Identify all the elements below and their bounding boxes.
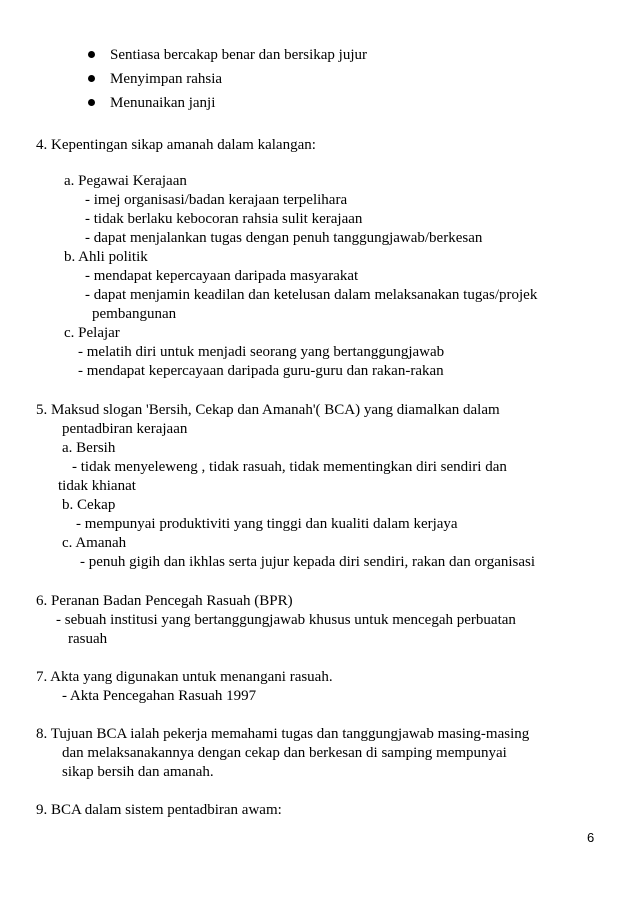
section-7-title: 7. Akta yang digunakan untuk menangani rasuah. — [36, 669, 333, 685]
list-item: - Akta Pencegahan Rasuah 1997 — [62, 688, 257, 704]
list-item: - mendapat kepercayaan daripada masyarakat — [85, 268, 359, 284]
section-6-title: 6. Peranan Badan Pencegah Rasuah (BPR) — [36, 593, 293, 609]
section-5-title-cont: pentadbiran kerajaan — [62, 421, 188, 437]
section-5-a-title: a. Bersih — [62, 440, 116, 456]
list-item: - imej organisasi/badan kerajaan terpelihara — [85, 192, 348, 208]
list-item: - dapat menjamin keadilan dan ketelusan dalam melaksanakan tugas/projek — [85, 287, 538, 303]
section-5-title: 5. Maksud slogan 'Bersih, Cekap dan Amanah'( BCA) yang diamalkan dalam — [36, 402, 500, 418]
page-number: 6 — [587, 830, 595, 845]
bullet-dot-icon — [88, 99, 95, 106]
bullet-dot-icon — [88, 75, 95, 82]
bullet-item: Menyimpan rahsia — [110, 71, 223, 87]
list-item: - penuh gigih dan ikhlas serta jujur kepada diri sendiri, rakan dan organisasi — [80, 554, 536, 570]
section-5-c-title: c. Amanah — [62, 535, 127, 551]
list-item: - mendapat kepercayaan daripada guru-guru dan rakan-rakan — [78, 363, 444, 379]
list-item: - dapat menjalankan tugas dengan penuh tanggungjawab/berkesan — [85, 230, 483, 246]
section-9-title: 9. BCA dalam sistem pentadbiran awam: — [36, 802, 282, 818]
list-item: - tidak menyeleweng , tidak rasuah, tidak mementingkan diri sendiri dan — [72, 459, 507, 475]
bullet-dot-icon — [88, 51, 95, 58]
section-4-b-title: b. Ahli politik — [64, 249, 148, 265]
list-item: - melatih diri untuk menjadi seorang yang bertanggungjawab — [78, 344, 445, 360]
list-item: rasuah — [68, 631, 108, 647]
bullet-item: Sentiasa bercakap benar dan bersikap jujur — [110, 47, 367, 63]
list-item: - mempunyai produktiviti yang tinggi dan kualiti dalam kerjaya — [76, 516, 458, 532]
list-item: tidak khianat — [58, 478, 136, 494]
section-4-c-title: c. Pelajar — [64, 325, 120, 341]
list-item: - sebuah institusi yang bertanggungjawab khusus untuk mencegah perbuatan — [56, 612, 516, 628]
section-4-title: 4. Kepentingan sikap amanah dalam kalangan: — [36, 137, 316, 153]
section-4-a-title: a. Pegawai Kerajaan — [64, 173, 187, 189]
list-item: pembangunan — [92, 306, 177, 322]
list-item: - tidak berlaku kebocoran rahsia sulit kerajaan — [85, 211, 363, 227]
section-8-line: 8. Tujuan BCA ialah pekerja memahami tugas dan tanggungjawab masing-masing — [36, 726, 530, 742]
bullet-item: Menunaikan janji — [110, 95, 216, 111]
section-8-line: sikap bersih dan amanah. — [62, 764, 214, 780]
section-5-b-title: b. Cekap — [62, 497, 116, 513]
section-8-line: dan melaksanakannya dengan cekap dan berkesan di samping mempunyai — [62, 745, 507, 761]
